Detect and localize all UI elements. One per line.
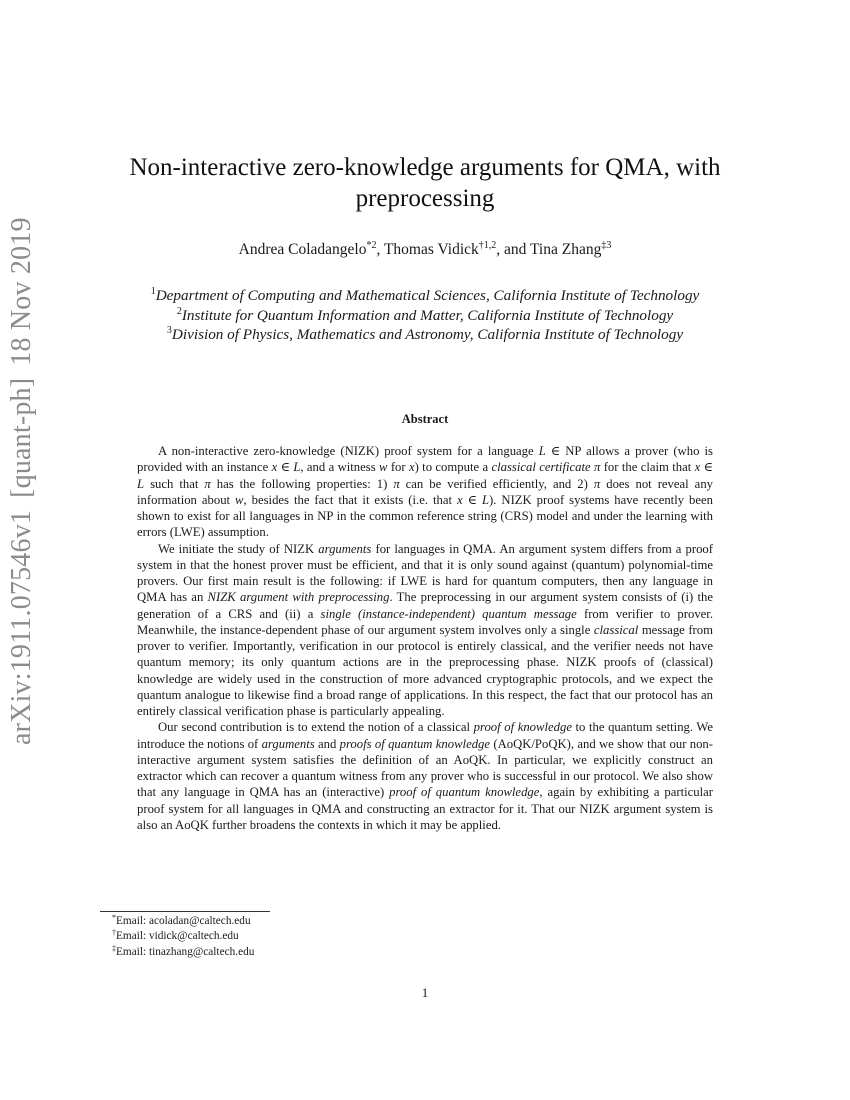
author-name: Thomas Vidick [383,241,479,258]
paper-title [100,152,750,214]
footnote-email[interactable]: Email: vidick@caltech.edu [116,930,239,943]
arxiv-stamp [3,217,41,751]
footnote [112,929,254,944]
affiliation-number: 1 [150,286,156,297]
author-marks: †1,2 [478,240,497,251]
footnotes [112,914,254,960]
footnote-mark: * [112,913,116,922]
affiliation-number: 2 [176,305,182,317]
page-number: 1 [421,985,429,1000]
arxiv-id[interactable]: arXiv:1911.07546v1 [6,509,37,745]
arxiv-category: [quant-ph] [6,377,37,498]
affiliation-list [100,286,750,345]
affiliation-text: Division of Physics, Mathematics and Astronomy, California Institute of Technology [171,326,684,343]
abstract-paragraph-2: We initiate the study of NIZK arguments for languages in QMA. An argument system differs from a proof system in that the honest prover must be efficient, and that it is only sound against (quantum) polynomial-time provers. Our first main result is the following: if LWE is hard for quantum computers, then any language in QMA has an NIZK argument with preprocessing. The preprocessing in our argument system consists of (i) the generation of a CRS and (ii) a single (instance-independent) quantum message from verifier to prover. Meanwhile, the instance-dependent phase of our argument system involves only a single classical message from prover to verifier. Importantly, verification in our protocol is entirely classical, and the verifier needs not have quantum memory; its only quantum actions are in the preprocessing phase. NIZK proofs of (classical) knowledge are widely used in the construction of more advanced cryptographic protocols, and we expect the quantum analogue to likewise find a broad range of applications. In this respect, the fact that our protocol has an entirely classical verification phase is particularly appealing. [137,541,714,718]
affiliation-text: Institute for Quantum Information and Matter, California Institute of Technology [181,306,674,324]
affiliation [100,325,750,345]
affiliation [100,286,750,306]
footnote [112,945,254,960]
abstract-paragraph-3: Our second contribution is to extend the notion of a classical proof of knowledge to the quantum setting. We introduce the notions of arguments and proofs of quantum knowledge (AoQK/PoQK), and we show that our non-interactive argument system satisfies the definition of an AoQK. In particular, we explicitly construct an extractor which can recover a quantum witness from any prover who is successful in our protocol. We also show that any language in QMA has an (interactive) proof of quantum knowledge, again by exhibiting a particular proof system for all languages in QMA and constructing an extractor for it. That our NIZK argument system is also an AoQK further broadens the contexts in which it may be applied. [137,720,713,832]
title-line-1: Non-interactive zero-knowledge arguments for QMA, with [129,154,721,181]
footnote-mark: † [112,928,116,938]
abstract-paragraph-1: A non-interactive zero-knowledge (NIZK) proof system for a language L ∈ NP allows a prover (who is provided with an instance x ∈ L, and a witness w for x) to compute a classical certificate π for the claim that x ∈ L such that π has the following properties: 1) π can be verified efficiently, and 2) π does not reveal any information about w, besides the fact that it exists (i.e. that x ∈ L). NIZK proof systems have recently been shown to exist for all languages in NP in the common reference string (CRS) model and under the learning with errors (LWE) assumption. [137,444,714,540]
abstract-body [137,443,713,833]
author-separator: , and [496,241,530,258]
footnote-email[interactable]: Email: acoladan@caltech.edu [116,915,251,927]
footnote [112,914,254,929]
author-marks: ‡3 [601,240,612,251]
author-separator: , [376,241,384,258]
footnote-email[interactable]: Email: tinazhang@caltech.edu [116,945,255,958]
footnote-divider [100,911,270,912]
abstract-heading: Abstract [401,412,449,426]
author-name: Tina Zhang [530,241,602,258]
title-line-2: preprocessing [355,185,495,212]
author-name: Andrea Coladangelo [238,241,367,258]
affiliation-text: Department of Computing and Mathematical Sciences, California Institute of Technology [155,287,700,304]
affiliation [100,306,750,326]
arxiv-date: 18 Nov 2019 [6,217,37,366]
affiliation-number: 3 [166,325,172,336]
footnote-mark: ‡ [112,943,116,953]
author-list [100,240,750,260]
author-marks: *2 [366,240,377,251]
